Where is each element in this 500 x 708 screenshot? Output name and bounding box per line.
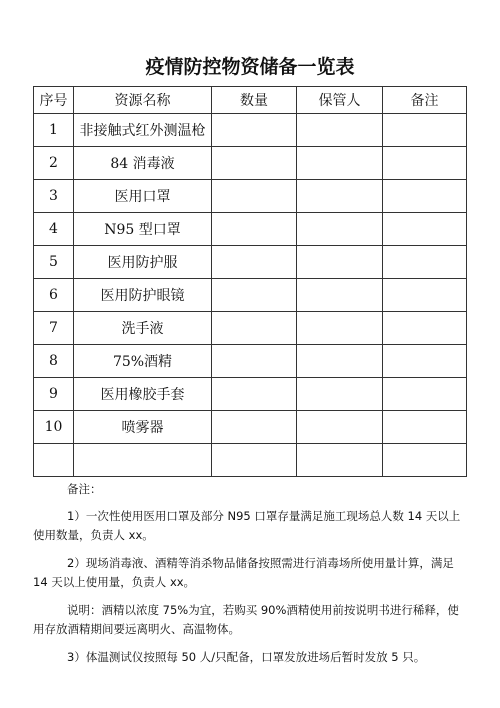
table-row [34, 213, 467, 246]
cell-keeper [297, 378, 383, 411]
table-row [34, 147, 467, 180]
cell-keeper [297, 345, 383, 378]
cell-keeper [297, 213, 383, 246]
cell-keeper [297, 411, 383, 444]
cell-quantity [212, 378, 297, 411]
cell-index: 7 [34, 312, 74, 345]
note-item: 说明：酒精以浓度 75%为宜，若购买 90%酒精使用前按说明书进行稀释，使用存放酒精期间要远离明火、高温物体。 [33, 603, 459, 636]
cell-resource-name: 医用口罩 [74, 180, 212, 213]
cell-remarks [383, 411, 467, 444]
table-row [34, 246, 467, 279]
note-item: 1）一次性使用医用口罩及部分 N95 口罩存量满足施工现场总人数 14 天以上使用数量，负责人 xx。 [33, 509, 461, 542]
cell-index: 9 [34, 378, 74, 411]
notes-heading: 备注： [67, 482, 102, 496]
cell-resource-name: 医用防护眼镜 [74, 279, 212, 312]
table-row [34, 411, 467, 444]
cell-index: 6 [34, 279, 74, 312]
table-row [34, 378, 467, 411]
cell-index: 10 [34, 411, 74, 444]
cell-resource-name: 75%酒精 [74, 345, 212, 378]
notes-section [33, 480, 466, 676]
cell-keeper [297, 180, 383, 213]
cell-resource-name: 医用防护服 [74, 246, 212, 279]
table-row [34, 279, 467, 312]
cell-quantity [212, 114, 297, 147]
cell-quantity [212, 213, 297, 246]
table-row [34, 345, 467, 378]
note-item: 2）现场消毒液、酒精等消杀物品储备按照需进行消毒场所使用量计算，满足 14 天以上使用量，负责人 xx。 [33, 556, 454, 589]
cell-resource-name: 非接触式红外测温枪 [74, 114, 212, 147]
cell-keeper [297, 114, 383, 147]
supplies-table [33, 86, 467, 477]
cell-remarks [383, 213, 467, 246]
cell-remarks [383, 279, 467, 312]
cell-resource-name: N95 型口罩 [74, 213, 212, 246]
cell-index [34, 444, 74, 477]
cell-quantity [212, 444, 297, 477]
cell-remarks [383, 114, 467, 147]
cell-resource-name: 洗手液 [74, 312, 212, 345]
table-row [34, 114, 467, 147]
cell-keeper [297, 147, 383, 180]
cell-keeper [297, 312, 383, 345]
cell-remarks [383, 312, 467, 345]
cell-remarks [383, 180, 467, 213]
header-remarks: 备注 [383, 87, 467, 114]
table-row [34, 312, 467, 345]
cell-quantity [212, 312, 297, 345]
cell-index: 3 [34, 180, 74, 213]
cell-remarks [383, 444, 467, 477]
cell-remarks [383, 246, 467, 279]
header-resource-name: 资源名称 [74, 87, 212, 114]
cell-keeper [297, 279, 383, 312]
cell-index: 2 [34, 147, 74, 180]
note-item: 3）体温测试仪按照每 50 人/只配备，口罩发放进场后暂时发放 5 只。 [67, 650, 426, 664]
cell-index: 5 [34, 246, 74, 279]
cell-keeper [297, 444, 383, 477]
cell-quantity [212, 180, 297, 213]
table-row [34, 444, 467, 477]
cell-remarks [383, 378, 467, 411]
table-header-row [34, 87, 467, 114]
cell-quantity [212, 279, 297, 312]
cell-resource-name [74, 444, 212, 477]
cell-quantity [212, 411, 297, 444]
cell-remarks [383, 147, 467, 180]
cell-resource-name: 84 消毒液 [74, 147, 212, 180]
document-title: 疫情防控物资储备一览表 [145, 56, 355, 78]
cell-resource-name: 喷雾器 [74, 411, 212, 444]
header-quantity: 数量 [212, 87, 297, 114]
header-keeper: 保管人 [297, 87, 383, 114]
table-row [34, 180, 467, 213]
cell-keeper [297, 246, 383, 279]
cell-index: 8 [34, 345, 74, 378]
cell-index: 1 [34, 114, 74, 147]
header-index: 序号 [34, 87, 74, 114]
cell-quantity [212, 246, 297, 279]
cell-quantity [212, 147, 297, 180]
cell-quantity [212, 345, 297, 378]
table-body [34, 114, 467, 477]
cell-resource-name: 医用橡胶手套 [74, 378, 212, 411]
cell-remarks [383, 345, 467, 378]
cell-index: 4 [34, 213, 74, 246]
